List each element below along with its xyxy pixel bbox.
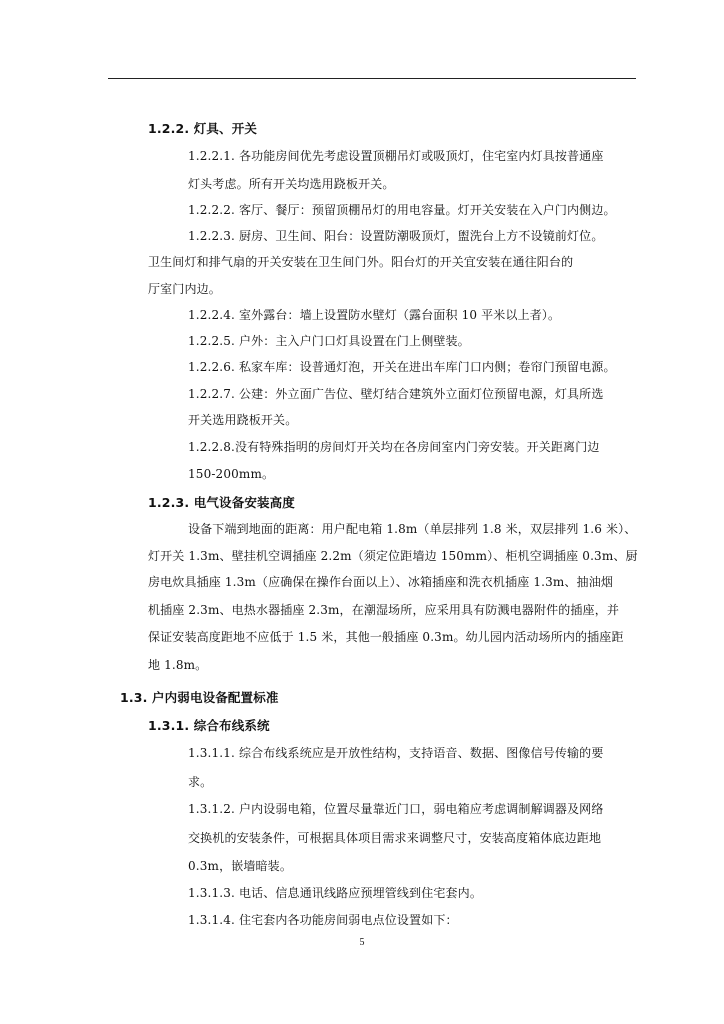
paragraph-line: 1.3.1.2. 户内设弱电箱，位置尽量靠近门口，弱电箱应考虑调制解调器及网络 [188, 802, 604, 816]
heading-1-2-2: 1.2.2. 灯具、开关 [148, 121, 257, 136]
paragraph-line: 1.2.2.8.没有特殊指明的房间灯开关均在各房间室内门旁安装。开关距离门边 [188, 440, 600, 454]
paragraph-line: 保证安装高度距地不应低于 1.5 米，其他一般插座 0.3m。幼儿园内活动场所内的插座距 [148, 630, 624, 644]
heading-1-2-3: 1.2.3. 电气设备安装高度 [148, 495, 295, 510]
paragraph-line: 灯开关 1.3m、壁挂机空调插座 2.2m（须定位距墙边 150mm）、柜机空调插座 0.3m、厨 [148, 549, 638, 563]
paragraph-line: 1.3.1.4. 住宅套内各功能房间弱电点位设置如下： [188, 913, 458, 927]
page-number: 5 [359, 937, 365, 948]
heading-1-3-1: 1.3.1. 综合布线系统 [148, 718, 270, 733]
paragraph-line: 灯头考虑。所有开关均选用跷板开关。 [188, 177, 395, 191]
paragraph-line: 1.2.2.5. 户外：主入户门口灯具设置在门上侧壁装。 [188, 334, 470, 348]
paragraph-line: 1.2.2.1. 各功能房间优先考虑设置顶棚吊灯或吸顶灯，住宅室内灯具按普通座 [188, 149, 604, 163]
paragraph-line: 1.3.1.1. 综合布线系统应是开放性结构，支持语音、数据、图像信号传输的要 [188, 746, 604, 760]
paragraph-line: 机插座 2.3m、电热水器插座 2.3m，在潮湿场所，应采用具有防溅电器附件的插座，并 [148, 603, 620, 617]
paragraph-line: 1.2.2.7. 公建：外立面广告位、壁灯结合建筑外立面灯位预留电源，灯具所选 [188, 387, 604, 401]
paragraph-line: 0.3m，嵌墙暗装。 [188, 859, 292, 873]
paragraph-line: 1.2.2.2. 客厅、餐厅：预留顶棚吊灯的用电容量。灯开关安装在入户门内侧边。 [188, 203, 616, 217]
paragraph-line: 交换机的安装条件，可根据具体项目需求来调整尺寸，安装高度箱体底边距地 [188, 831, 602, 845]
paragraph-line: 1.2.2.3. 厨房、卫生间、阳台：设置防潮吸顶灯，盥洗台上方不设镜前灯位。 [188, 229, 604, 243]
paragraph-line: 卫生间灯和排气扇的开关安装在卫生间门外。阳台灯的开关宜安装在通往阳台的 [148, 255, 574, 269]
paragraph-line: 1.2.2.4. 室外露台：墙上设置防水壁灯（露台面积 10 平米以上者）。 [188, 308, 561, 322]
paragraph-line: 房电炊具插座 1.3m（应确保在操作台面以上）、冰箱插座和洗衣机插座 1.3m、抽油烟 [148, 575, 614, 589]
paragraph-line: 设备下端到地面的距离：用户配电箱 1.8m（单层排列 1.8 米，双层排列 1.6 米）、 [188, 522, 637, 536]
paragraph-line: 150-200mm。 [188, 467, 275, 481]
paragraph-line: 求。 [188, 775, 213, 789]
heading-1-3: 1.3. 户内弱电设备配置标准 [120, 690, 279, 705]
header-rule [108, 78, 636, 79]
paragraph-line: 1.2.2.6. 私家车库：设普通灯泡，开关在进出车库门口内侧；卷帘门预留电源。 [188, 360, 616, 374]
paragraph-line: 地 1.8m。 [148, 658, 208, 672]
paragraph-line: 开关选用跷板开关。 [188, 413, 298, 427]
paragraph-line: 1.3.1.3. 电话、信息通讯线路应预埋管线到住宅套内。 [188, 886, 482, 900]
paragraph-line: 厅室门内边。 [148, 282, 221, 296]
